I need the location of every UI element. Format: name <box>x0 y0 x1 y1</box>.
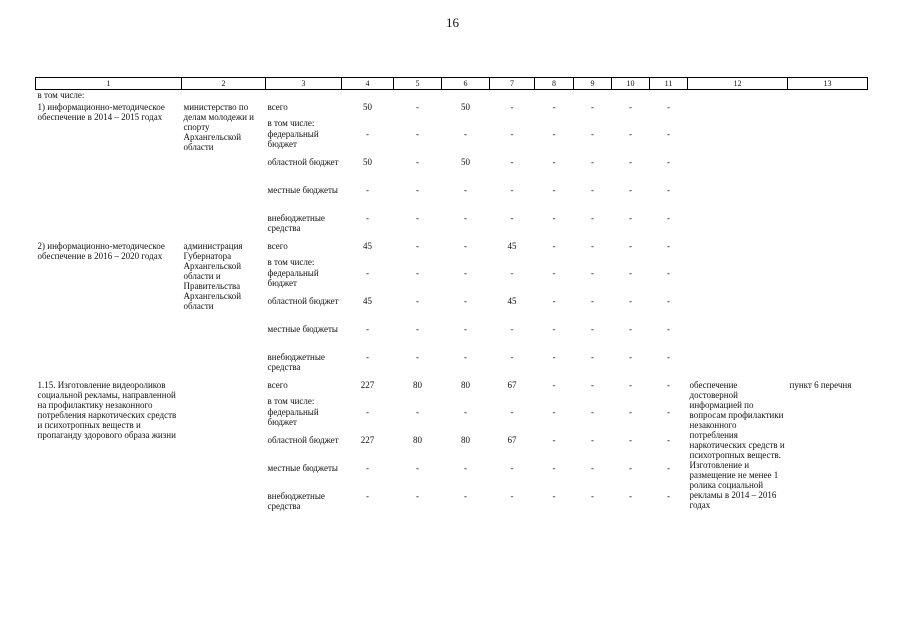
value-cell: - <box>591 296 594 306</box>
value-cell: - <box>464 129 467 139</box>
value-cell: 45 <box>363 296 372 306</box>
value-cell: 227 <box>360 380 375 390</box>
value-cell <box>574 396 612 407</box>
value-cell: - <box>552 129 556 139</box>
value-cell: - <box>510 129 514 139</box>
funding-source-cell: областной бюджет <box>267 157 339 167</box>
value-cell: - <box>366 185 369 195</box>
value-cell: - <box>552 157 556 167</box>
value-cell: - <box>510 463 514 473</box>
result-cell: обеспечение достоверной информацией по вопросам профилактики незаконного потребления наркотических средств и психотропных веществ. Изготовление и размещение не менее 1 ролика социальной рекламы в 2014 – 2016 годах <box>689 380 785 510</box>
value-cell: - <box>591 129 594 139</box>
value-cell: - <box>510 102 514 112</box>
funding-source-cell: областной бюджет <box>267 435 339 445</box>
funding-source-cell: областной бюджет <box>267 296 339 306</box>
funding-source-cell: внебюджетные средства <box>267 213 325 233</box>
value-cell: - <box>464 241 467 251</box>
value-cell: 67 <box>507 380 517 390</box>
value-cell: - <box>416 324 419 334</box>
value-cell: - <box>366 268 369 278</box>
item-name-cell: 1) информационно-методическое обеспечение в 2014 – 2015 годах <box>37 102 165 122</box>
value-cell <box>535 257 574 268</box>
value-cell: - <box>510 185 514 195</box>
value-cell: - <box>366 352 369 362</box>
value-cell: - <box>416 241 419 251</box>
funding-source-cell: всего <box>267 380 288 390</box>
value-cell: 80 <box>461 435 470 445</box>
value-cell <box>612 257 650 268</box>
value-cell: - <box>629 407 632 417</box>
value-cell: - <box>591 102 594 112</box>
value-cell: - <box>629 296 632 306</box>
value-cell <box>442 396 490 407</box>
value-cell: 50 <box>363 157 372 167</box>
value-cell: - <box>552 268 556 278</box>
value-cell: - <box>591 268 594 278</box>
executor-cell <box>182 380 266 519</box>
value-cell: - <box>591 185 594 195</box>
value-cell: - <box>416 129 419 139</box>
header-cell: 4 <box>342 78 394 90</box>
value-cell: - <box>591 352 594 362</box>
value-cell <box>574 118 612 129</box>
item-name-cell: 1.15. Изготовление видеороликов социальной рекламы, направленной на профилактику незаконного потребления наркотических средств и психотропных веществ и пропаганду здорового образа жизни <box>37 380 177 440</box>
value-cell: - <box>416 185 419 195</box>
value-cell: - <box>416 491 419 501</box>
value-cell: - <box>510 407 514 417</box>
funding-source-cell: местные бюджеты <box>267 185 338 195</box>
value-cell <box>535 118 574 129</box>
value-cell <box>342 396 394 407</box>
value-cell: - <box>510 324 514 334</box>
value-cell: - <box>416 213 419 223</box>
value-cell: - <box>591 157 594 167</box>
value-cell: 227 <box>360 435 375 445</box>
funding-source-cell: всего <box>267 102 288 112</box>
funding-source-cell: внебюджетные средства <box>267 352 325 372</box>
header-cell: 3 <box>266 78 342 90</box>
value-cell <box>490 118 535 129</box>
value-cell: - <box>416 407 419 417</box>
value-cell <box>535 396 574 407</box>
value-cell: - <box>510 157 514 167</box>
value-cell: - <box>667 129 670 139</box>
value-cell: - <box>464 352 467 362</box>
value-cell: 50 <box>461 157 470 167</box>
header-cell: 12 <box>688 78 788 90</box>
value-cell: - <box>552 296 556 306</box>
value-cell <box>650 118 688 129</box>
value-cell <box>442 118 490 129</box>
value-cell: - <box>629 268 632 278</box>
table-row <box>36 380 868 396</box>
value-cell: - <box>667 435 670 445</box>
value-cell <box>394 396 442 407</box>
value-cell: - <box>667 463 670 473</box>
value-cell <box>612 118 650 129</box>
value-cell: - <box>552 463 556 473</box>
value-cell: - <box>464 491 467 501</box>
reference-cell: пункт 6 перечня <box>789 380 852 390</box>
value-cell: 67 <box>507 435 517 445</box>
value-cell: - <box>552 435 556 445</box>
value-cell: - <box>552 185 556 195</box>
executor-cell: администрация Губернатора Архангельской области и Правительства Архангельской области <box>183 241 243 311</box>
value-cell: - <box>416 157 419 167</box>
value-cell: - <box>552 241 556 251</box>
header-cell: 5 <box>394 78 442 90</box>
reference-cell <box>788 102 868 241</box>
value-cell: - <box>552 102 556 112</box>
header-cell: 13 <box>788 78 868 90</box>
value-cell: - <box>416 352 419 362</box>
value-cell: - <box>464 213 467 223</box>
header-cell: 11 <box>650 78 688 90</box>
value-cell: - <box>591 407 594 417</box>
reference-cell <box>788 241 868 380</box>
intro-row <box>36 90 868 103</box>
value-cell: - <box>510 268 514 278</box>
result-cell <box>688 241 788 380</box>
value-cell: - <box>552 352 556 362</box>
value-cell: 80 <box>461 380 470 390</box>
value-cell: - <box>416 296 419 306</box>
value-cell: - <box>667 157 670 167</box>
value-cell: - <box>667 268 670 278</box>
value-cell: - <box>629 241 632 251</box>
value-cell: 80 <box>413 380 422 390</box>
value-cell: - <box>667 102 670 112</box>
value-cell: - <box>667 407 670 417</box>
value-cell: - <box>366 407 369 417</box>
table-body <box>36 90 868 520</box>
value-cell: - <box>629 157 632 167</box>
header-row <box>36 78 868 90</box>
value-cell: 50 <box>461 102 470 112</box>
value-cell: 80 <box>413 435 422 445</box>
funding-source-cell: в том числе: <box>267 396 315 406</box>
header-cell: 6 <box>442 78 490 90</box>
budget-table <box>35 77 868 519</box>
funding-source-cell: федеральный бюджет <box>267 268 319 288</box>
value-cell: - <box>366 129 369 139</box>
value-cell: - <box>629 185 632 195</box>
value-cell: - <box>667 241 670 251</box>
value-cell: - <box>629 463 632 473</box>
value-cell: - <box>464 268 467 278</box>
value-cell: - <box>667 380 670 390</box>
header-cell: 8 <box>535 78 574 90</box>
value-cell: - <box>667 352 670 362</box>
value-cell: - <box>366 491 369 501</box>
funding-source-cell: в том числе: <box>267 118 315 128</box>
value-cell: - <box>629 213 632 223</box>
value-cell <box>442 257 490 268</box>
funding-source-cell: федеральный бюджет <box>267 407 319 427</box>
funding-source-cell: в том числе: <box>267 257 315 267</box>
value-cell: - <box>629 435 632 445</box>
value-cell: - <box>464 324 467 334</box>
value-cell: - <box>366 213 369 223</box>
funding-source-cell: местные бюджеты <box>267 463 338 473</box>
value-cell <box>394 257 442 268</box>
value-cell: - <box>629 491 632 501</box>
value-cell: - <box>464 185 467 195</box>
header-cell: 9 <box>574 78 612 90</box>
value-cell: - <box>629 102 632 112</box>
value-cell: - <box>464 463 467 473</box>
value-cell: - <box>366 324 369 334</box>
value-cell <box>394 118 442 129</box>
header-cell: 2 <box>182 78 266 90</box>
value-cell: - <box>552 407 556 417</box>
table-row <box>36 241 868 257</box>
value-cell: - <box>591 213 594 223</box>
value-cell: - <box>629 352 632 362</box>
value-cell: - <box>366 463 369 473</box>
value-cell: - <box>552 213 556 223</box>
value-cell: - <box>464 407 467 417</box>
value-cell: 50 <box>363 102 372 112</box>
funding-source-cell: внебюджетные средства <box>267 491 325 511</box>
value-cell: - <box>510 491 514 501</box>
value-cell: - <box>667 324 670 334</box>
value-cell: - <box>552 380 556 390</box>
value-cell: - <box>510 352 514 362</box>
value-cell <box>342 118 394 129</box>
value-cell: - <box>416 463 419 473</box>
value-cell: - <box>464 296 467 306</box>
value-cell: - <box>591 463 594 473</box>
item-name-cell: 2) информационно-методическое обеспечение в 2016 – 2020 годах <box>37 241 165 261</box>
value-cell <box>490 257 535 268</box>
value-cell <box>342 257 394 268</box>
value-cell: - <box>591 491 594 501</box>
value-cell: - <box>591 380 594 390</box>
value-cell: - <box>591 435 594 445</box>
table-header <box>36 78 868 90</box>
value-cell <box>650 257 688 268</box>
value-cell: - <box>552 324 556 334</box>
value-cell: - <box>667 185 670 195</box>
header-cell: 1 <box>36 78 182 90</box>
header-cell: 7 <box>490 78 535 90</box>
value-cell: - <box>552 491 556 501</box>
value-cell: 45 <box>507 296 517 306</box>
value-cell: - <box>667 491 670 501</box>
value-cell: - <box>629 129 632 139</box>
intro-text: в том числе: <box>37 90 85 100</box>
value-cell: 45 <box>507 241 517 251</box>
value-cell <box>612 396 650 407</box>
value-cell: - <box>416 268 419 278</box>
value-cell <box>490 396 535 407</box>
value-cell: - <box>510 213 514 223</box>
value-cell <box>574 257 612 268</box>
page-number: 16 <box>446 15 459 30</box>
value-cell: - <box>667 296 670 306</box>
value-cell: - <box>591 241 594 251</box>
funding-source-cell: федеральный бюджет <box>267 129 319 149</box>
value-cell: - <box>416 102 419 112</box>
value-cell: - <box>591 324 594 334</box>
value-cell <box>650 396 688 407</box>
funding-source-cell: местные бюджеты <box>267 324 338 334</box>
value-cell: - <box>667 213 670 223</box>
value-cell: 45 <box>363 241 372 251</box>
table-row <box>36 102 868 118</box>
funding-source-cell: всего <box>267 241 288 251</box>
header-cell: 10 <box>612 78 650 90</box>
executor-cell: министерство по делам молодежи и спорту Архангельской области <box>183 102 254 152</box>
value-cell: - <box>629 324 632 334</box>
result-cell <box>688 102 788 241</box>
value-cell: - <box>629 380 632 390</box>
